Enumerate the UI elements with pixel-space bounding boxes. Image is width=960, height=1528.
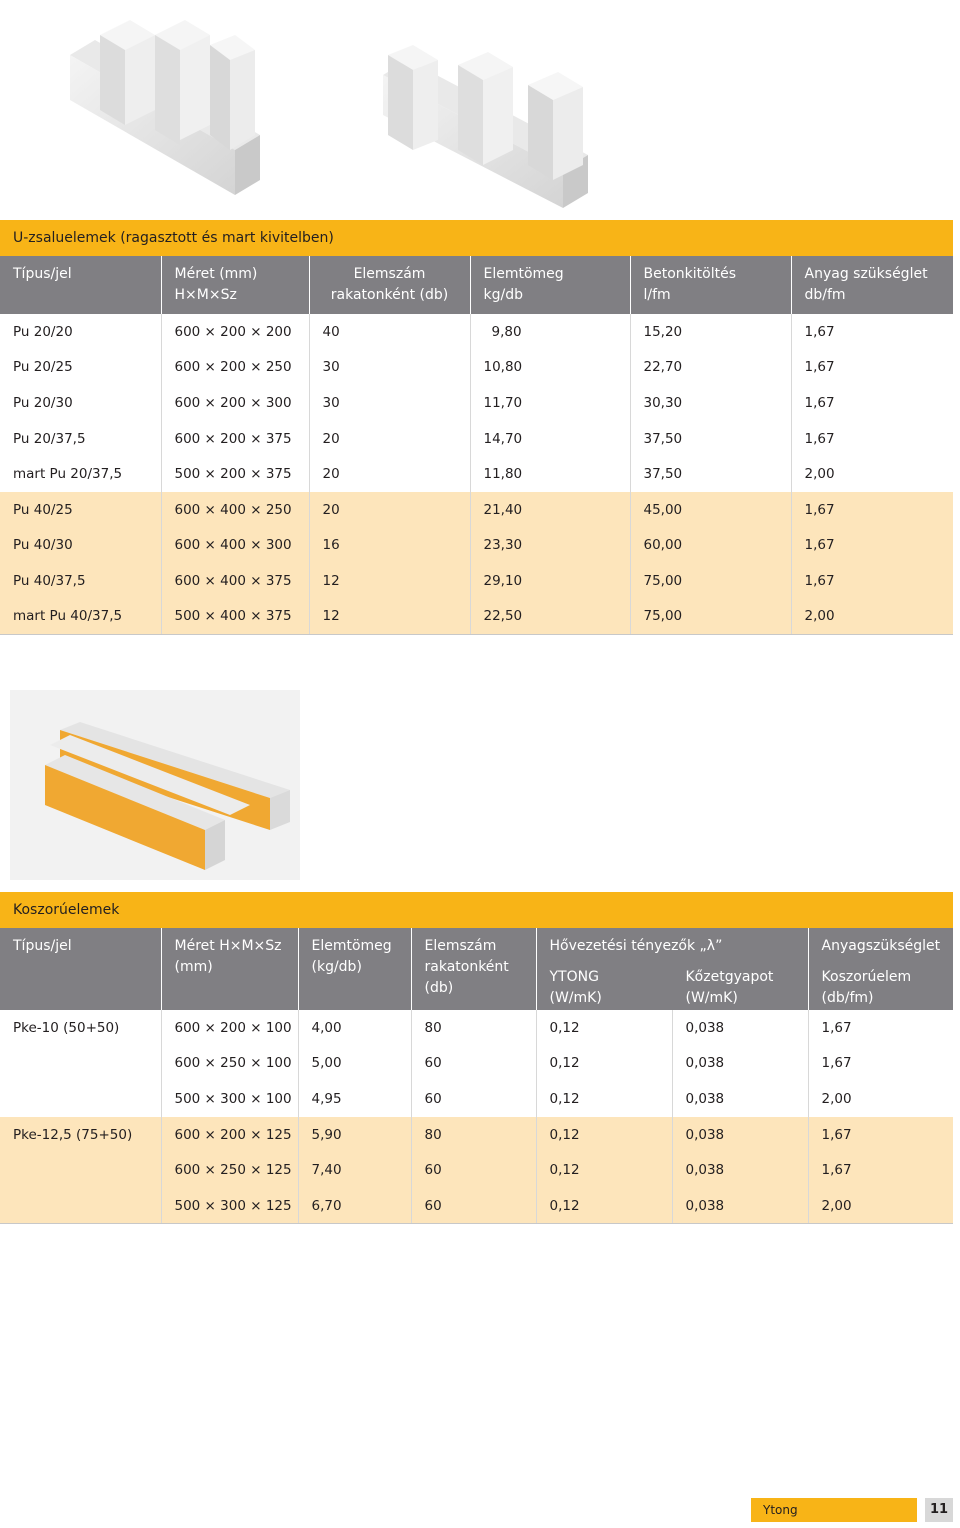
table-cell: 1,67 [808, 1010, 953, 1046]
table-cell: 20 [309, 492, 470, 528]
table-cell: 15,20 [630, 314, 791, 350]
table-cell: 1,67 [791, 528, 953, 564]
table-cell: 1,67 [791, 350, 953, 386]
table-cell: 30 [309, 350, 470, 386]
table-cell: 1,67 [808, 1152, 953, 1188]
table-cell: 1,67 [791, 563, 953, 599]
table-cell: 2,00 [808, 1081, 953, 1117]
table-cell: 60,00 [630, 528, 791, 564]
table-cell: 4,95 [298, 1081, 411, 1117]
table-cell: Pu 40/37,5 [0, 563, 161, 599]
table-cell: 5,00 [298, 1046, 411, 1082]
table-cell: 37,50 [630, 421, 791, 457]
table-cell: Pu 40/25 [0, 492, 161, 528]
header-count: Elemszám rakatonként (db) [309, 256, 470, 314]
u-block-table [0, 256, 953, 635]
table-cell: 75,00 [630, 599, 791, 635]
table-cell: 1,67 [791, 421, 953, 457]
table-cell: 14,70 [470, 421, 630, 457]
table-cell [0, 1046, 161, 1082]
table-cell: 80 [411, 1010, 536, 1046]
table-cell: 600 × 200 × 250 [161, 350, 309, 386]
table-cell: Pu 20/25 [13, 359, 73, 376]
table-cell: 45,00 [630, 492, 791, 528]
table-row [0, 492, 953, 528]
table-row [0, 1117, 953, 1153]
header-count: Elemszám rakatonként (db) [411, 928, 536, 1010]
table-cell: 12 [309, 599, 470, 635]
table-cell: 30,30 [630, 385, 791, 421]
table-cell: 2,00 [791, 456, 953, 492]
table-cell: mart Pu 20/37,5 [13, 466, 123, 483]
table-cell: 600 × 200 × 300 [161, 385, 309, 421]
table-cell: Pu 20/37,5 [13, 430, 86, 447]
table-cell: 1,67 [791, 385, 953, 421]
table-row [0, 563, 953, 599]
table-row [0, 1010, 953, 1046]
table-row [0, 599, 953, 635]
table-cell: 600 × 200 × 125 [161, 1117, 298, 1153]
table-row [0, 314, 953, 350]
u-block-image-2 [378, 40, 593, 210]
table-cell: 600 × 400 × 375 [161, 563, 309, 599]
table-cell: 23,30 [470, 528, 630, 564]
table-cell: 600 × 200 × 100 [161, 1010, 298, 1046]
u-block-image-1 [60, 15, 260, 200]
table-cell: 500 × 400 × 375 [161, 599, 309, 635]
table-cell: 10,80 [470, 350, 630, 386]
table-cell: 22,70 [630, 350, 791, 386]
ring-beam-section-title: Koszorúelemek [0, 892, 953, 928]
table-cell: 1,67 [791, 314, 953, 350]
table-cell: 0,12 [536, 1010, 672, 1046]
table-cell: 600 × 400 × 300 [161, 528, 309, 564]
table-cell: 0,12 [536, 1046, 672, 1082]
table-cell: 60 [411, 1152, 536, 1188]
table-row [0, 385, 953, 421]
table-cell [0, 1081, 161, 1117]
table-cell [0, 1188, 161, 1224]
table-cell: 30 [309, 385, 470, 421]
header-weight: Elemtömeg (kg/db) [298, 928, 411, 1010]
header-conductivity: Hővezetési tényezők „λ” YTONG (W/mK) Kőzetgyapot (W/mK) [536, 928, 808, 1010]
table-header-row [0, 928, 953, 1010]
table-cell: 21,40 [470, 492, 630, 528]
table-cell: 1,67 [808, 1046, 953, 1082]
table-cell: Pu 20/30 [13, 394, 73, 411]
table-cell: 75,00 [630, 563, 791, 599]
table-cell: 11,80 [470, 456, 630, 492]
header-type: Típus/jel [0, 256, 161, 314]
table-cell: 600 × 250 × 125 [161, 1152, 298, 1188]
table-cell: 20 [309, 456, 470, 492]
table-cell: 0,038 [672, 1010, 808, 1046]
header-concrete: Betonkitöltés l/fm [630, 256, 791, 314]
table-cell: 2,00 [791, 599, 953, 635]
table-cell: 500 × 300 × 125 [161, 1188, 298, 1224]
table-cell: 20 [309, 421, 470, 457]
table-cell: 0,038 [672, 1081, 808, 1117]
table-cell: 60 [411, 1188, 536, 1224]
u-block-section-title: U-zsaluelemek (ragasztott és mart kivitelben) [0, 220, 953, 256]
table-cell: 0,038 [672, 1046, 808, 1082]
table-cell: 16 [309, 528, 470, 564]
table-row [0, 350, 953, 386]
table-cell: 0,038 [672, 1188, 808, 1224]
table-cell: 80 [411, 1117, 536, 1153]
table-row [0, 528, 953, 564]
ring-beam-table [0, 928, 953, 1224]
table-cell: 0,12 [536, 1081, 672, 1117]
table-cell: Pu 20/20 [13, 323, 73, 340]
table-row [0, 421, 953, 457]
header-weight: Elemtömeg kg/db [470, 256, 630, 314]
table-row [0, 1188, 953, 1224]
table-cell: 600 × 400 × 250 [161, 492, 309, 528]
table-cell: 0,12 [536, 1117, 672, 1153]
footer-brand: Ytong [751, 1498, 917, 1522]
table-cell: 600 × 200 × 200 [161, 314, 309, 350]
table-cell: 2,00 [808, 1188, 953, 1224]
table-cell: mart Pu 40/37,5 [0, 599, 161, 635]
table-cell: 0,12 [536, 1152, 672, 1188]
table-row [0, 456, 953, 492]
table-row [0, 1081, 953, 1117]
table-cell: 6,70 [298, 1188, 411, 1224]
table-cell: Pu 40/30 [0, 528, 161, 564]
table-cell: 12 [309, 563, 470, 599]
header-size: Méret (mm) H×M×Sz [161, 256, 309, 314]
table-cell [0, 1152, 161, 1188]
table-header-row [0, 256, 953, 314]
ring-beam-image [10, 690, 300, 880]
table-cell: 500 × 300 × 100 [161, 1081, 298, 1117]
table-cell: 29,10 [470, 563, 630, 599]
table-row [0, 1046, 953, 1082]
table-cell: 0,038 [672, 1152, 808, 1188]
table-cell: 60 [411, 1046, 536, 1082]
table-cell: 0,038 [672, 1117, 808, 1153]
page-number: 11 [925, 1498, 953, 1522]
table-cell: 37,50 [630, 456, 791, 492]
header-size: Méret H×M×Sz (mm) [161, 928, 298, 1010]
table-cell: 500 × 200 × 375 [161, 456, 309, 492]
table-cell: 4,00 [298, 1010, 411, 1046]
table-cell: 600 × 250 × 100 [161, 1046, 298, 1082]
table-cell: 600 × 200 × 375 [161, 421, 309, 457]
table-cell: Pke-12,5 (75+50) [0, 1117, 161, 1153]
table-cell: 1,67 [808, 1117, 953, 1153]
table-cell: 22,50 [470, 599, 630, 635]
table-cell: 5,90 [298, 1117, 411, 1153]
table-cell: 9,80 [470, 314, 630, 350]
table-cell: 40 [309, 314, 470, 350]
header-need: Anyag szükséglet db/fm [791, 256, 953, 314]
table-cell: 7,40 [298, 1152, 411, 1188]
table-cell: 60 [411, 1081, 536, 1117]
table-cell: 11,70 [470, 385, 630, 421]
table-cell: 1,67 [791, 492, 953, 528]
header-type: Típus/jel [0, 928, 161, 1010]
table-row [0, 1152, 953, 1188]
header-need: Anyagszükséglet Koszorúelem (db/fm) [808, 928, 953, 1010]
table-cell: 0,12 [536, 1188, 672, 1224]
table-cell: Pke-10 (50+50) [13, 1019, 120, 1036]
